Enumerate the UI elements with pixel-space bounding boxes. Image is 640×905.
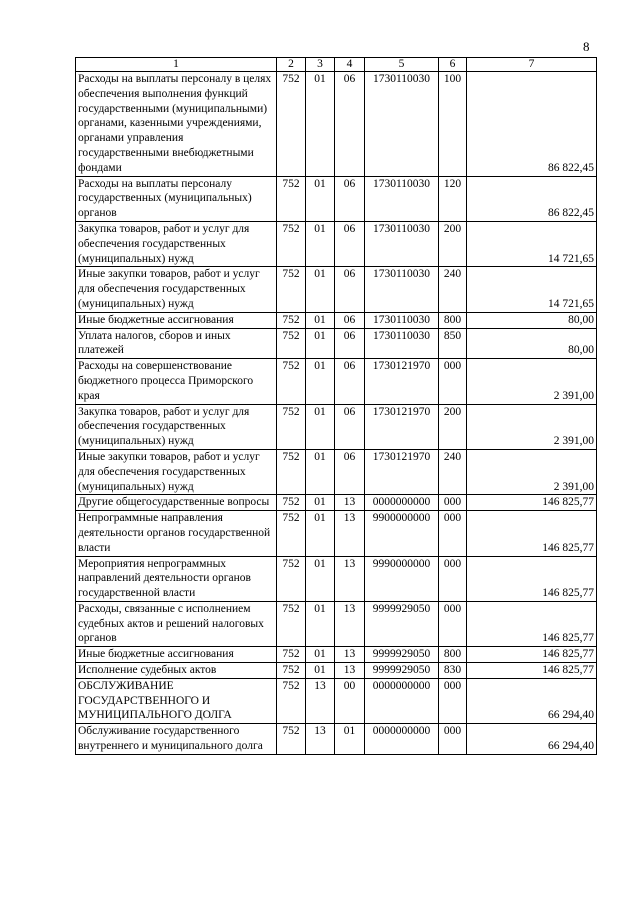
row-group-cell: 01 bbox=[306, 647, 335, 663]
row-group-cell: 01 bbox=[306, 328, 335, 359]
row-name-cell: Уплата налогов, сборов и иных платежей bbox=[76, 328, 277, 359]
row-target-cell: 9900000000 bbox=[365, 511, 439, 556]
row-group-cell: 01 bbox=[306, 556, 335, 601]
row-target-cell: 1730110030 bbox=[365, 221, 439, 266]
row-target-cell: 1730121970 bbox=[365, 449, 439, 494]
row-group-cell: 01 bbox=[306, 176, 335, 221]
row-subsection-cell: 06 bbox=[335, 328, 365, 359]
row-section-cell: 752 bbox=[277, 663, 306, 679]
row-target-cell: 0000000000 bbox=[365, 495, 439, 511]
row-name-cell: Расходы, связанные с исполнением судебных актов и решений налоговых органов bbox=[76, 601, 277, 646]
table-row bbox=[76, 72, 597, 177]
row-amount-cell: 2 391,00 bbox=[467, 359, 597, 404]
row-amount-cell: 2 391,00 bbox=[467, 449, 597, 494]
row-subsection-cell: 06 bbox=[335, 449, 365, 494]
row-section-cell: 752 bbox=[277, 221, 306, 266]
row-amount-cell: 80,00 bbox=[467, 312, 597, 328]
row-name-cell: Иные бюджетные ассигнования bbox=[76, 647, 277, 663]
row-target-cell: 1730121970 bbox=[365, 359, 439, 404]
row-target-cell: 0000000000 bbox=[365, 678, 439, 723]
row-name-cell: Другие общегосударственные вопросы bbox=[76, 495, 277, 511]
row-expense-type-cell: 240 bbox=[439, 449, 467, 494]
row-amount-cell: 146 825,77 bbox=[467, 601, 597, 646]
row-section-cell: 752 bbox=[277, 647, 306, 663]
row-target-cell: 1730110030 bbox=[365, 328, 439, 359]
row-name-cell: Иные закупки товаров, работ и услуг для обеспечения государственных (муниципальных) нужд bbox=[76, 449, 277, 494]
row-amount-cell: 66 294,40 bbox=[467, 678, 597, 723]
row-expense-type-cell: 000 bbox=[439, 678, 467, 723]
row-expense-type-cell: 800 bbox=[439, 647, 467, 663]
table-row bbox=[76, 176, 597, 221]
row-name-cell: Закупка товаров, работ и услуг для обеспечения государственных (муниципальных) нужд bbox=[76, 221, 277, 266]
table-row bbox=[76, 724, 597, 755]
row-subsection-cell: 13 bbox=[335, 556, 365, 601]
row-amount-cell: 14 721,65 bbox=[467, 221, 597, 266]
table-row bbox=[76, 359, 597, 404]
row-group-cell: 01 bbox=[306, 221, 335, 266]
row-expense-type-cell: 100 bbox=[439, 72, 467, 177]
row-section-cell: 752 bbox=[277, 449, 306, 494]
table-row bbox=[76, 221, 597, 266]
row-expense-type-cell: 200 bbox=[439, 404, 467, 449]
row-target-cell: 1730121970 bbox=[365, 404, 439, 449]
table-row bbox=[76, 647, 597, 663]
row-subsection-cell: 01 bbox=[335, 724, 365, 755]
row-subsection-cell: 06 bbox=[335, 312, 365, 328]
row-section-cell: 752 bbox=[277, 678, 306, 723]
row-subsection-cell: 13 bbox=[335, 495, 365, 511]
row-name-cell: Расходы на выплаты персоналу государственных (муниципальных) органов bbox=[76, 176, 277, 221]
row-section-cell: 752 bbox=[277, 556, 306, 601]
row-section-cell: 752 bbox=[277, 724, 306, 755]
row-name-cell: Исполнение судебных актов bbox=[76, 663, 277, 679]
header-cell: 1 bbox=[76, 58, 277, 72]
row-section-cell: 752 bbox=[277, 328, 306, 359]
header-cell: 3 bbox=[306, 58, 335, 72]
row-target-cell: 1730110030 bbox=[365, 312, 439, 328]
page-number: 8 bbox=[583, 39, 590, 54]
row-name-cell: Мероприятия непрограммных направлений деятельности органов государственной власти bbox=[76, 556, 277, 601]
row-subsection-cell: 13 bbox=[335, 663, 365, 679]
row-expense-type-cell: 120 bbox=[439, 176, 467, 221]
row-group-cell: 01 bbox=[306, 601, 335, 646]
row-amount-cell: 146 825,77 bbox=[467, 556, 597, 601]
header-cell: 5 bbox=[365, 58, 439, 72]
row-target-cell: 0000000000 bbox=[365, 724, 439, 755]
row-expense-type-cell: 240 bbox=[439, 267, 467, 312]
row-amount-cell: 66 294,40 bbox=[467, 724, 597, 755]
row-subsection-cell: 06 bbox=[335, 176, 365, 221]
row-name-cell: Иные закупки товаров, работ и услуг для обеспечения государственных (муниципальных) нужд bbox=[76, 267, 277, 312]
row-name-cell: ОБСЛУЖИВАНИЕ ГОСУДАРСТВЕННОГО И МУНИЦИПАЛЬНОГО ДОЛГА bbox=[76, 678, 277, 723]
row-expense-type-cell: 830 bbox=[439, 663, 467, 679]
row-amount-cell: 14 721,65 bbox=[467, 267, 597, 312]
row-name-cell: Непрограммные направления деятельности органов государственной власти bbox=[76, 511, 277, 556]
row-expense-type-cell: 000 bbox=[439, 724, 467, 755]
row-expense-type-cell: 000 bbox=[439, 359, 467, 404]
row-section-cell: 752 bbox=[277, 267, 306, 312]
row-target-cell: 1730110030 bbox=[365, 267, 439, 312]
row-subsection-cell: 13 bbox=[335, 647, 365, 663]
table-row bbox=[76, 312, 597, 328]
row-subsection-cell: 06 bbox=[335, 72, 365, 177]
row-target-cell: 9990000000 bbox=[365, 556, 439, 601]
row-section-cell: 752 bbox=[277, 359, 306, 404]
row-amount-cell: 146 825,77 bbox=[467, 647, 597, 663]
table-row bbox=[76, 328, 597, 359]
row-group-cell: 01 bbox=[306, 359, 335, 404]
table-row bbox=[76, 267, 597, 312]
row-amount-cell: 146 825,77 bbox=[467, 511, 597, 556]
row-target-cell: 9999929050 bbox=[365, 601, 439, 646]
row-subsection-cell: 13 bbox=[335, 601, 365, 646]
row-group-cell: 01 bbox=[306, 404, 335, 449]
row-section-cell: 752 bbox=[277, 312, 306, 328]
row-group-cell: 01 bbox=[306, 495, 335, 511]
row-section-cell: 752 bbox=[277, 495, 306, 511]
row-section-cell: 752 bbox=[277, 176, 306, 221]
row-subsection-cell: 13 bbox=[335, 511, 365, 556]
row-name-cell: Иные бюджетные ассигнования bbox=[76, 312, 277, 328]
header-cell: 4 bbox=[335, 58, 365, 72]
table-row bbox=[76, 511, 597, 556]
row-amount-cell: 86 822,45 bbox=[467, 72, 597, 177]
row-amount-cell: 80,00 bbox=[467, 328, 597, 359]
row-amount-cell: 146 825,77 bbox=[467, 663, 597, 679]
row-amount-cell: 86 822,45 bbox=[467, 176, 597, 221]
row-expense-type-cell: 800 bbox=[439, 312, 467, 328]
row-expense-type-cell: 200 bbox=[439, 221, 467, 266]
table-header-row bbox=[76, 58, 597, 72]
budget-table bbox=[75, 57, 597, 755]
row-name-cell: Расходы на выплаты персоналу в целях обеспечения выполнения функций государственными (муниципальными) органами, казенными учреждениями, органами управления государственными внебюджетными фондами bbox=[76, 72, 277, 177]
row-group-cell: 01 bbox=[306, 663, 335, 679]
table-row bbox=[76, 449, 597, 494]
row-name-cell: Обслуживание государственного внутреннего и муниципального долга bbox=[76, 724, 277, 755]
row-subsection-cell: 06 bbox=[335, 267, 365, 312]
row-group-cell: 01 bbox=[306, 511, 335, 556]
row-amount-cell: 146 825,77 bbox=[467, 495, 597, 511]
header-cell: 2 bbox=[277, 58, 306, 72]
table-row bbox=[76, 404, 597, 449]
row-target-cell: 9999929050 bbox=[365, 647, 439, 663]
row-expense-type-cell: 000 bbox=[439, 495, 467, 511]
row-target-cell: 1730110030 bbox=[365, 72, 439, 177]
row-subsection-cell: 06 bbox=[335, 404, 365, 449]
row-expense-type-cell: 850 bbox=[439, 328, 467, 359]
row-expense-type-cell: 000 bbox=[439, 556, 467, 601]
row-target-cell: 1730110030 bbox=[365, 176, 439, 221]
row-subsection-cell: 06 bbox=[335, 359, 365, 404]
row-group-cell: 01 bbox=[306, 72, 335, 177]
row-section-cell: 752 bbox=[277, 511, 306, 556]
table-row bbox=[76, 601, 597, 646]
row-name-cell: Закупка товаров, работ и услуг для обеспечения государственных (муниципальных) нужд bbox=[76, 404, 277, 449]
table-row bbox=[76, 663, 597, 679]
row-group-cell: 13 bbox=[306, 678, 335, 723]
row-section-cell: 752 bbox=[277, 72, 306, 177]
header-cell: 7 bbox=[467, 58, 597, 72]
table-row bbox=[76, 678, 597, 723]
row-subsection-cell: 06 bbox=[335, 221, 365, 266]
row-group-cell: 01 bbox=[306, 267, 335, 312]
row-section-cell: 752 bbox=[277, 404, 306, 449]
row-expense-type-cell: 000 bbox=[439, 511, 467, 556]
table-row bbox=[76, 556, 597, 601]
row-group-cell: 01 bbox=[306, 449, 335, 494]
row-group-cell: 01 bbox=[306, 312, 335, 328]
table-row bbox=[76, 495, 597, 511]
row-subsection-cell: 00 bbox=[335, 678, 365, 723]
header-cell: 6 bbox=[439, 58, 467, 72]
row-target-cell: 9999929050 bbox=[365, 663, 439, 679]
row-name-cell: Расходы на совершенствование бюджетного процесса Приморского края bbox=[76, 359, 277, 404]
row-expense-type-cell: 000 bbox=[439, 601, 467, 646]
row-amount-cell: 2 391,00 bbox=[467, 404, 597, 449]
row-section-cell: 752 bbox=[277, 601, 306, 646]
row-group-cell: 13 bbox=[306, 724, 335, 755]
